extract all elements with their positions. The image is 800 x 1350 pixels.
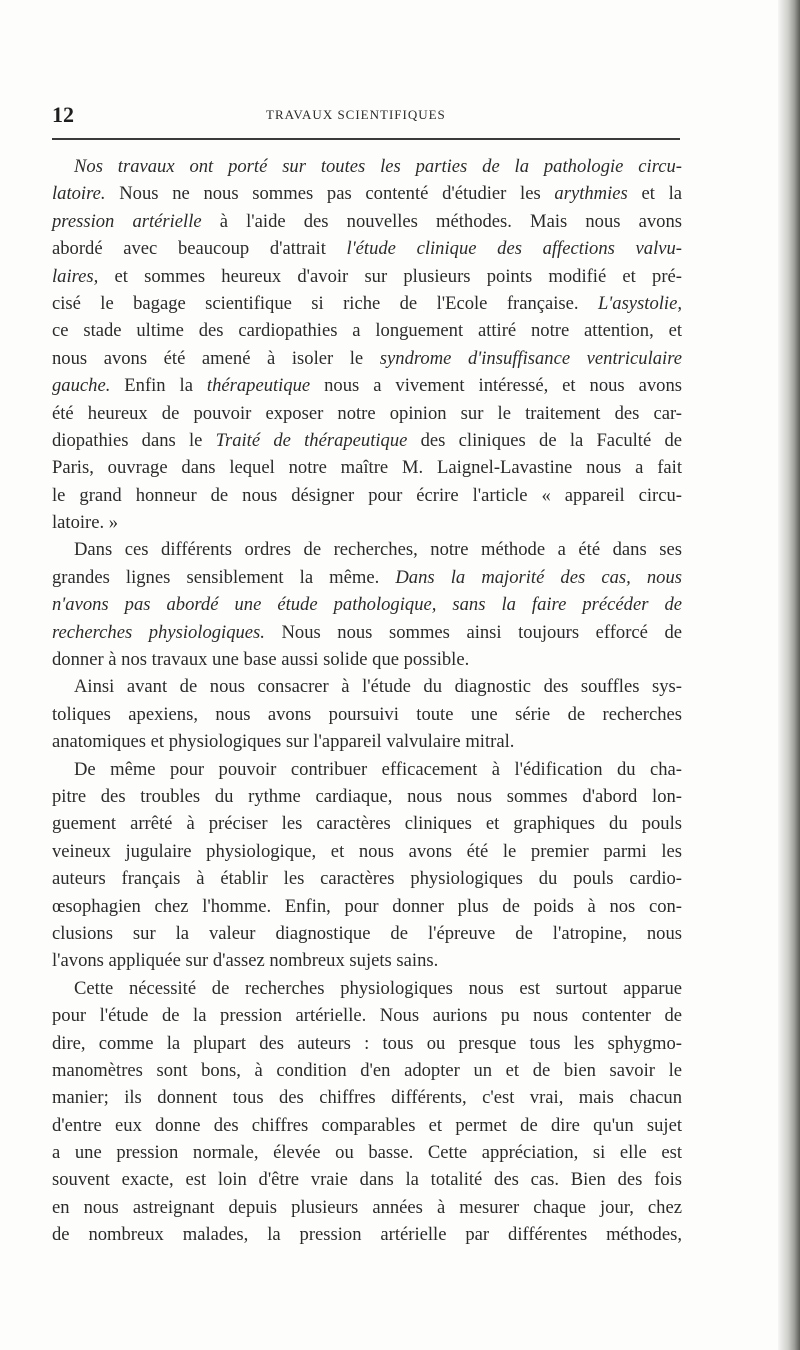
text-line	[52, 372, 682, 399]
text-segment: des cliniques de la Faculté de	[407, 429, 682, 451]
text-line	[52, 1084, 682, 1111]
text-segment: diopathies dans le	[52, 429, 216, 451]
text-line	[52, 427, 682, 454]
text-segment: et la	[627, 183, 682, 205]
text-segment: le grand honneur de nous désigner pour écrire l'article « appareil circu-	[52, 484, 682, 506]
text-segment: dire, comme la plupart des auteurs : tous ou presque tous les sphygmo-	[52, 1032, 682, 1054]
text-line	[52, 317, 682, 344]
text-segment: Cette nécessité de recherches physiologiques nous est surtout apparue	[74, 977, 682, 999]
italic-text: Dans la majorité des cas, nous	[395, 566, 682, 588]
text-segment: Paris, ouvrage dans lequel notre maître M. Laignel-Lavastine nous a fait	[52, 457, 682, 479]
text-line	[52, 810, 682, 837]
text-line	[52, 1112, 682, 1139]
text-line	[52, 619, 682, 646]
text-line	[52, 893, 682, 920]
text-line	[52, 536, 682, 563]
text-line	[52, 1166, 682, 1193]
italic-text: L'asystolie,	[597, 292, 682, 314]
running-head: TRAVAUX SCIENTIFIQUES	[266, 107, 446, 122]
text-segment: souvent exacte, est loin d'être vraie dans la totalité des cas. Bien des fois	[52, 1169, 682, 1191]
text-line	[52, 728, 682, 755]
text-line	[52, 920, 682, 947]
italic-text: n'avons pas abordé une étude pathologique, sans la faire précéder de	[52, 594, 682, 616]
italic-text: Nos travaux ont porté sur toutes les parties de la pathologie circu-	[74, 156, 682, 177]
text-line	[52, 975, 682, 1002]
italic-text: syndrome d'insuffisance ventriculaire	[379, 347, 683, 369]
text-segment: en nous astreignant depuis plusieurs années à mesurer chaque jour, chez	[52, 1196, 682, 1218]
page-header	[52, 102, 682, 132]
text-line	[52, 235, 682, 262]
text-line	[52, 1221, 682, 1248]
text-line	[52, 1194, 682, 1221]
text-segment: manomètres sont bons, à condition d'en adopter un et de bien savoir le	[52, 1059, 682, 1081]
text-line	[52, 701, 682, 728]
italic-text: recherches physiologiques.	[52, 621, 265, 643]
text-line	[52, 947, 682, 974]
text-line	[52, 591, 682, 618]
text-segment: nous avons été amené à isoler le	[52, 347, 380, 369]
text-segment: Enfin la	[110, 375, 207, 397]
text-segment: l'avons appliquée sur d'assez nombreux sujets sains.	[52, 950, 439, 972]
text-segment: été heureux de pouvoir exposer notre opinion sur le traitement des car-	[52, 402, 682, 424]
text-segment: manier; ils donnent tous des chiffres différents, c'est vrai, mais chacun	[52, 1087, 682, 1109]
text-segment: latoire. »	[52, 512, 119, 534]
italic-text: gauche.	[52, 375, 111, 397]
header-rule	[52, 138, 680, 140]
text-line	[52, 290, 682, 317]
text-line	[52, 756, 682, 783]
text-segment: Nous nous sommes ainsi toujours efforcé de	[264, 621, 682, 643]
text-segment: a une pression normale, élevée ou basse. Cette appréciation, si elle est	[52, 1142, 682, 1164]
text-segment: d'entre eux donne des chiffres comparables et permet de dire qu'un sujet	[52, 1114, 682, 1136]
text-segment: pour l'étude de la pression artérielle. Nous aurions pu nous contenter de	[52, 1005, 682, 1027]
text-line	[52, 208, 682, 235]
text-segment: nous a vivement intéressé, et nous avons	[310, 375, 682, 397]
text-line	[52, 865, 682, 892]
italic-text: thérapeutique	[206, 375, 311, 397]
text-line	[52, 454, 682, 481]
text-line	[52, 509, 682, 536]
italic-text: Traité de thérapeutique	[215, 429, 408, 451]
text-segment: œsophagien chez l'homme. Enfin, pour donner plus de poids à nos con-	[52, 895, 682, 917]
text-line	[52, 400, 682, 427]
text-segment: veineux jugulaire physiologique, et nous avons été le premier parmi les	[52, 840, 682, 862]
text-line	[52, 1139, 682, 1166]
italic-text: arythmies	[554, 183, 628, 205]
text-segment: clusions sur la valeur diagnostique de l'épreuve de l'atropine, nous	[52, 922, 682, 944]
text-line	[52, 783, 682, 810]
text-line	[52, 180, 682, 207]
text-line	[52, 564, 682, 591]
italic-text: laires,	[52, 265, 99, 287]
text-line	[52, 263, 682, 290]
text-line	[52, 1002, 682, 1029]
text-segment: cisé le bagage scientifique si riche de l'Ecole française.	[52, 292, 598, 314]
text-line	[52, 482, 682, 509]
text-segment: donner à nos travaux une base aussi solide que possible.	[52, 649, 470, 671]
text-line	[52, 1057, 682, 1084]
text-line	[52, 673, 682, 700]
text-segment: pitre des troubles du rythme cardiaque, nous nous sommes d'abord lon-	[52, 785, 682, 807]
text-segment: guement arrêté à préciser les caractères cliniques et graphiques du pouls	[52, 813, 682, 835]
text-segment: de nombreux malades, la pression artérielle par différentes méthodes,	[52, 1224, 682, 1246]
text-line	[52, 838, 682, 865]
body-text	[52, 153, 682, 1249]
text-segment: toliques apexiens, nous avons poursuivi toute une série de recherches	[52, 703, 682, 725]
text-line	[52, 1030, 682, 1057]
text-segment: Dans ces différents ordres de recherches, notre méthode a été dans ses	[74, 539, 682, 561]
page-number: 12	[52, 102, 74, 127]
text-segment: Nous ne nous sommes pas contenté d'étudier les	[105, 183, 555, 205]
text-segment: Ainsi avant de nous consacrer à l'étude du diagnostic des souffles sys-	[74, 676, 682, 698]
text-segment: grandes lignes sensiblement la même.	[52, 566, 396, 588]
text-line	[52, 345, 682, 372]
text-segment: De même pour pouvoir contribuer efficacement à l'édification du cha-	[74, 758, 682, 780]
text-segment: ce stade ultime des cardiopathies a longuement attiré notre attention, et	[52, 320, 682, 342]
italic-text: l'étude clinique des affections valvu-	[346, 238, 682, 260]
text-segment: abordé avec beaucoup d'attrait	[52, 238, 347, 260]
text-segment: à l'aide des nouvelles méthodes. Mais nous avons	[201, 210, 682, 232]
text-segment: anatomiques et physiologiques sur l'appareil valvulaire mitral.	[52, 731, 515, 753]
text-line	[52, 153, 682, 180]
italic-text: pression artérielle	[52, 210, 202, 232]
text-segment: auteurs français à établir les caractères physiologiques du pouls cardio-	[52, 868, 682, 890]
binding-shadow	[778, 0, 800, 1350]
text-segment: et sommes heureux d'avoir sur plusieurs points modifié et pré-	[98, 265, 682, 287]
text-line	[52, 646, 682, 673]
italic-text: latoire.	[52, 183, 106, 205]
